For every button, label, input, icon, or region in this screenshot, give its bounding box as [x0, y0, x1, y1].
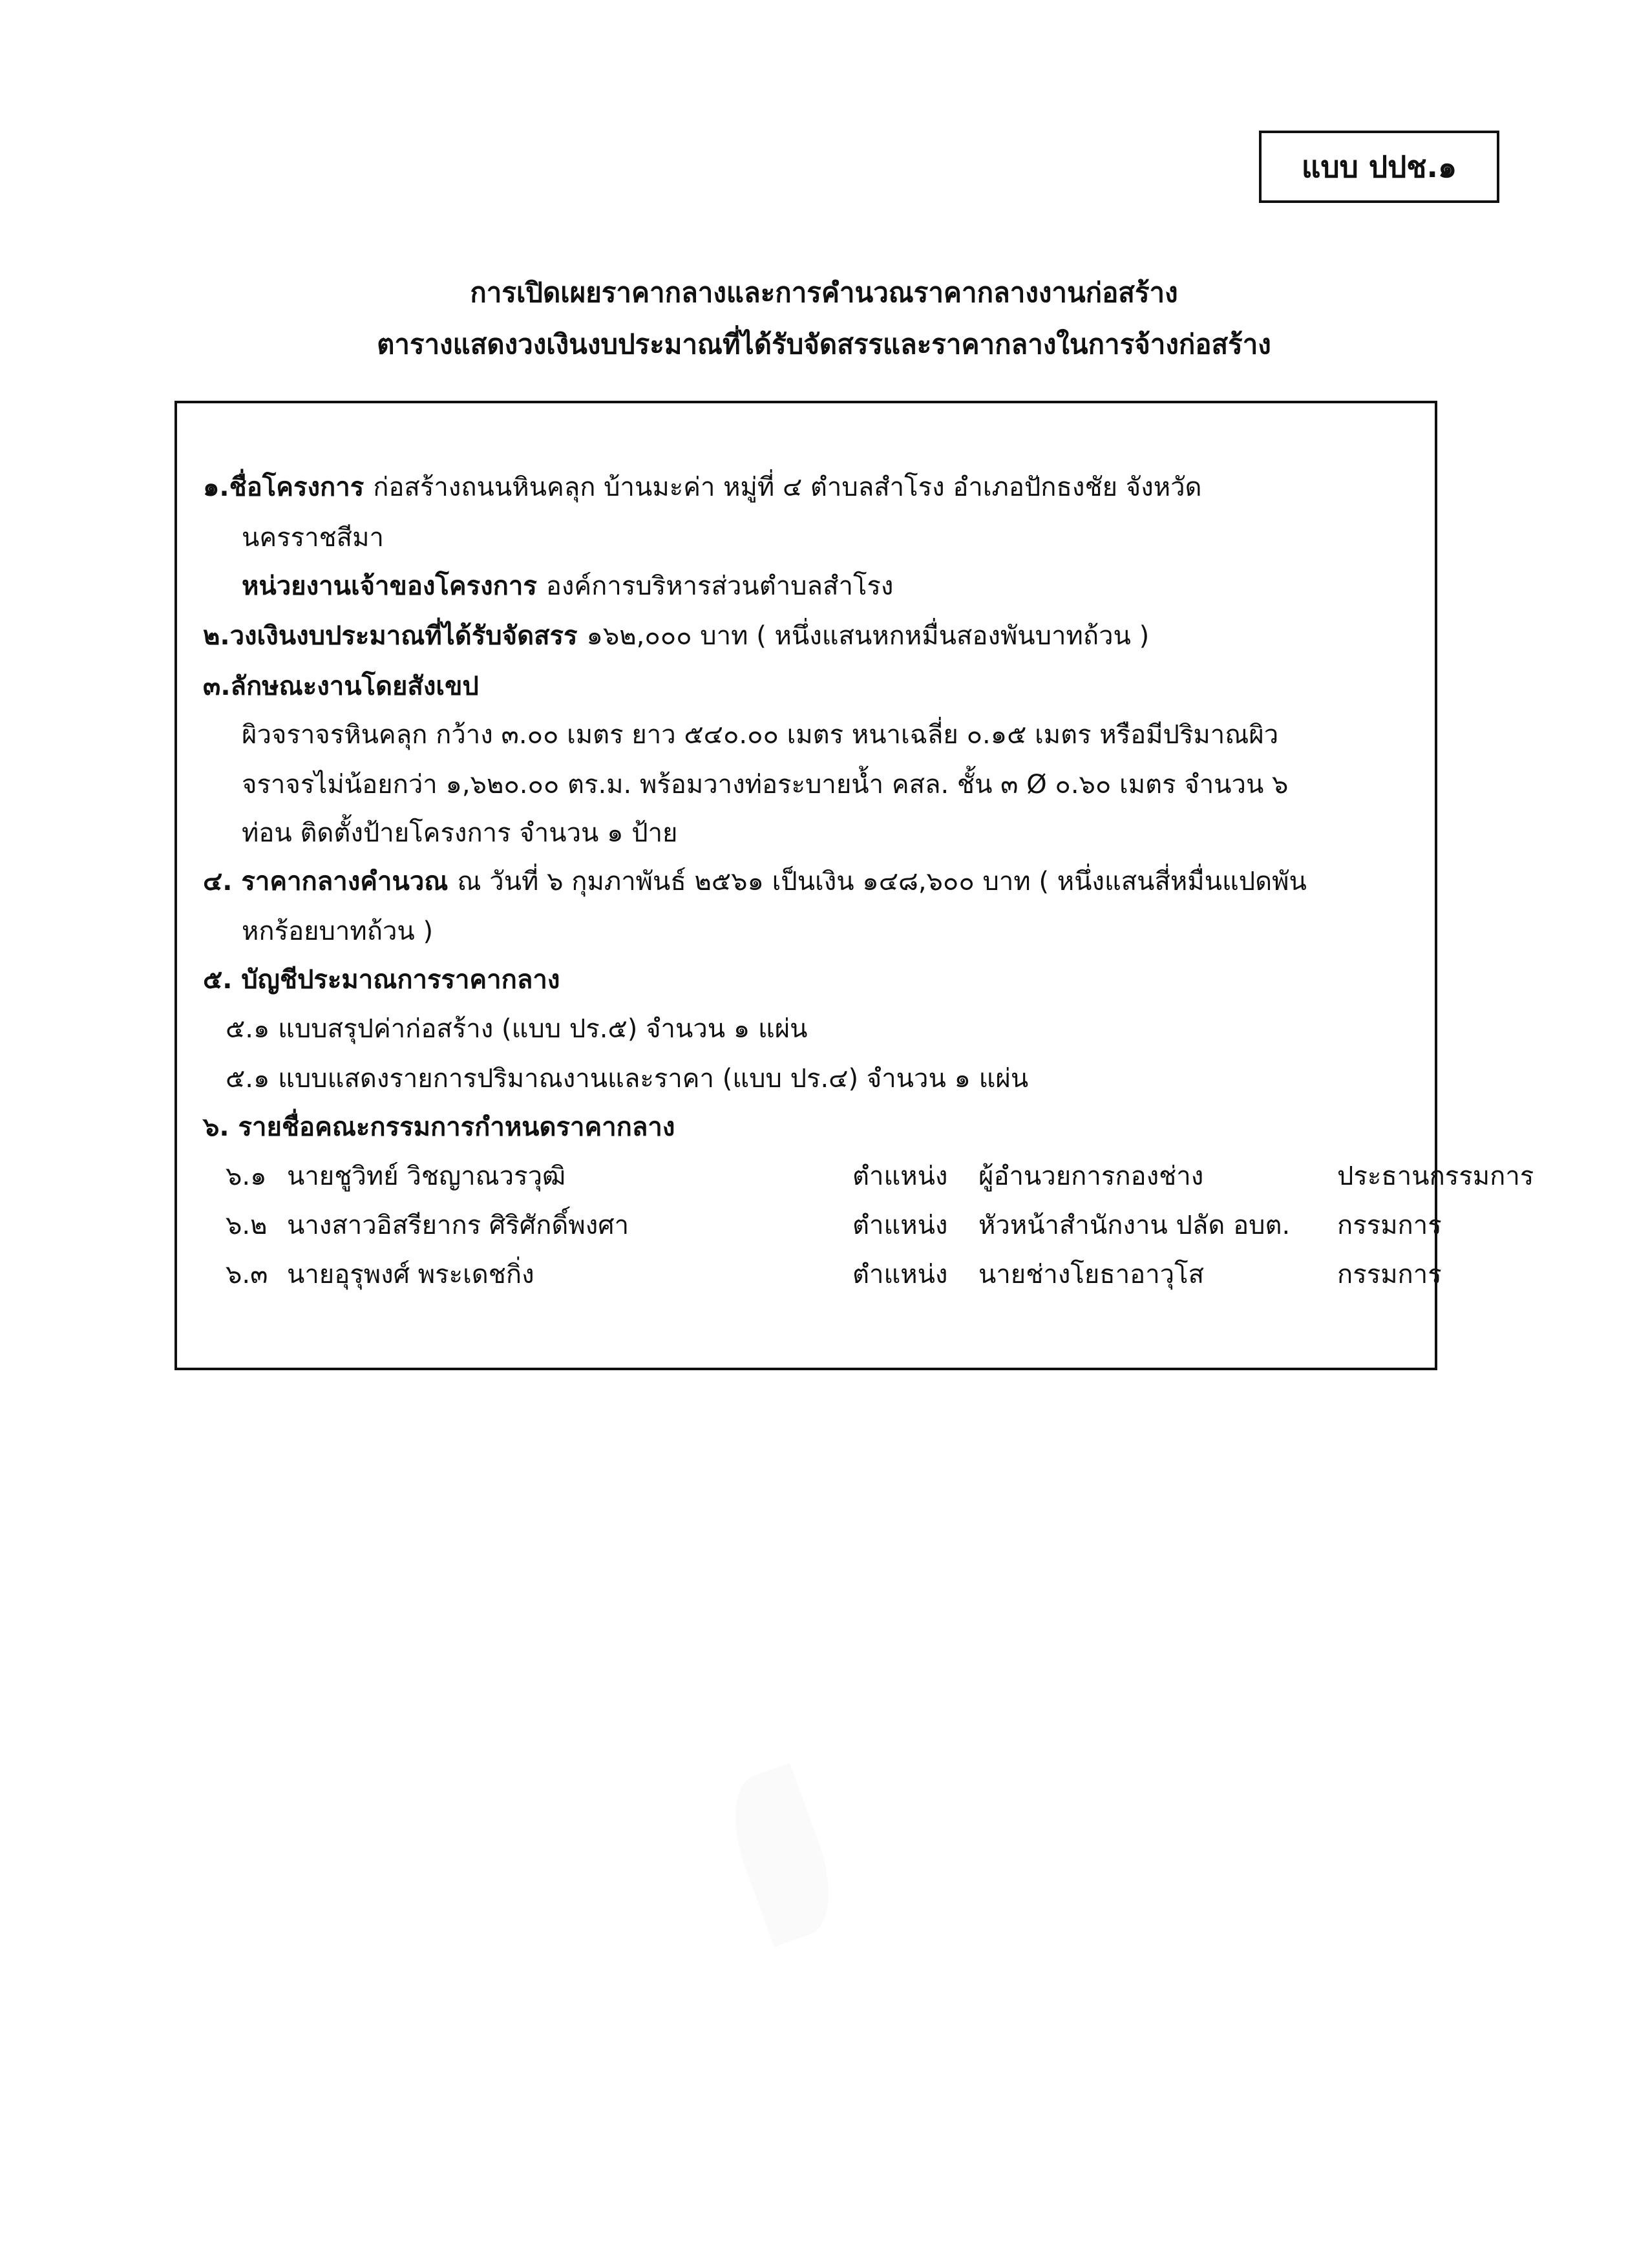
- member-role: ประธานกรรมการ: [1337, 1161, 1534, 1191]
- member-no: ๖.๑: [226, 1161, 267, 1191]
- section1-line1: [203, 474, 1202, 500]
- member-no: ๖.๓: [226, 1260, 268, 1289]
- member-position-label: ตำแหน่ง: [852, 1260, 948, 1289]
- section2-value: ๑๖๒,๐๐๐ บาท ( หนึ่งแสนหกหมื่นสองพันบาทถ้วน ): [586, 621, 1150, 651]
- section4-value-line2: หกร้อยบาทถ้วน ): [242, 917, 434, 946]
- section1-label: ๑.ชื่อโครงการ: [203, 472, 364, 502]
- section1-owner: [242, 573, 893, 599]
- section5-label: ๕. บัญชีประมาณการราคากลาง: [203, 965, 560, 995]
- section3-line1: ผิวจราจรหินคลุก กว้าง ๓.๐๐ เมตร ยาว ๕๔๐.๐๐ เมตร หนาเฉลี่ย ๐.๑๕ เมตร หรือมีปริมาณผิว: [242, 720, 1279, 750]
- paper-crease-mark: [717, 1763, 847, 1947]
- section3-line3: ท่อน ติดตั้งป้ายโครงการ จำนวน ๑ ป้าย: [242, 818, 678, 848]
- member-position-label: ตำแหน่ง: [852, 1161, 948, 1191]
- member-name: นายชูวิทย์ วิชญาณวรวุฒิ: [287, 1161, 566, 1191]
- section4-value-line1: ณ วันที่ ๖ กุมภาพันธ์ ๒๕๖๑ เป็นเงิน ๑๔๘,๖๐๐ บาท ( หนึ่งแสนสี่หมื่นแปดพัน: [457, 867, 1307, 896]
- member-name: นางสาวอิสรียากร ศิริศักดิ์พงศา: [287, 1211, 629, 1240]
- section4-line1: [203, 869, 1307, 895]
- owner-label: หน่วยงานเจ้าของโครงการ: [242, 571, 537, 601]
- form-code-badge: [1259, 131, 1499, 203]
- section6-label: ๖. รายชื่อคณะกรรมการกำหนดราคากลาง: [203, 1112, 675, 1142]
- member-role: กรรมการ: [1337, 1211, 1442, 1240]
- section2-line: [203, 623, 1149, 649]
- section1-value-line2: นครราชสีมา: [242, 523, 384, 553]
- owner-value: องค์การบริหารส่วนตำบลสำโรง: [545, 571, 894, 601]
- member-title: หัวหน้าสำนักงาน ปลัด อบต.: [978, 1211, 1291, 1240]
- member-name: นายอุรุพงศ์ พระเดชกิ่ง: [287, 1260, 534, 1289]
- section2-label: ๒.วงเงินงบประมาณที่ได้รับจัดสรร: [203, 621, 578, 651]
- document-subtitle: ตารางแสดงวงเงินงบประมาณที่ได้รับจัดสรรและราคากลางในการจ้างก่อสร้าง: [377, 328, 1271, 360]
- member-title: นายช่างโยธาอาวุโส: [978, 1260, 1205, 1289]
- committee-row: [226, 1211, 1442, 1240]
- document-title: การเปิดเผยราคากลางและการคำนวณราคากลางงานก่อสร้าง: [470, 277, 1178, 308]
- content-box: [174, 401, 1534, 1370]
- section1-value-line1: ก่อสร้างถนนหินคลุก บ้านมะค่า หมู่ที่ ๔ ตำบลสำโรง อำเภอปักธงชัย จังหวัด: [373, 472, 1202, 502]
- member-no: ๖.๒: [226, 1211, 268, 1240]
- member-title: ผู้อำนวยการกองช่าง: [978, 1161, 1204, 1191]
- form-code: แบบ ปปช.๑: [1301, 149, 1457, 184]
- section3-label: ๓.ลักษณะงานโดยสังเขป: [203, 672, 479, 701]
- section5-item: ๕.๑ แบบสรุปค่าก่อสร้าง (แบบ ปร.๕) จำนวน ๑ แผ่น: [226, 1014, 808, 1044]
- member-position-label: ตำแหน่ง: [852, 1211, 948, 1240]
- section5-item: ๕.๑ แบบแสดงรายการปริมาณงานและราคา (แบบ ปร.๔) จำนวน ๑ แผ่น: [226, 1064, 1029, 1094]
- committee-row: [226, 1161, 1534, 1191]
- section4-label: ๔. ราคากลางคำนวณ: [203, 867, 449, 896]
- committee-row: [226, 1260, 1442, 1289]
- section3-line2: จราจรไม่น้อยกว่า ๑,๖๒๐.๐๐ ตร.ม. พร้อมวางท่อระบายน้ำ คสล. ชั้น ๓ Ø ๐.๖๐ เมตร จำนวน ๖: [242, 770, 1289, 800]
- member-role: กรรมการ: [1337, 1260, 1442, 1289]
